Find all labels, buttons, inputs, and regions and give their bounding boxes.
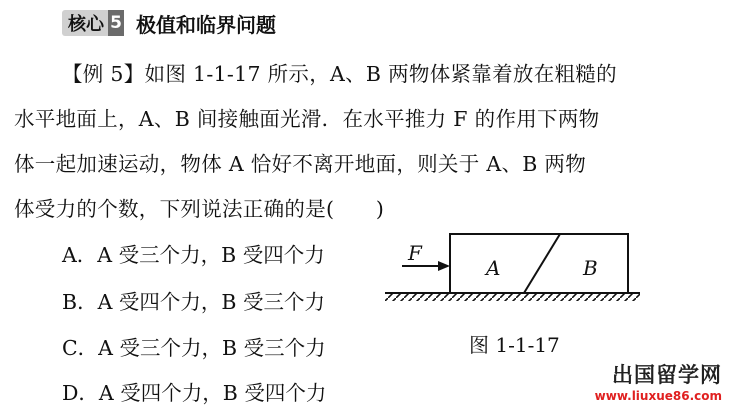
option-b: B．A 受四个力，B 受三个力 <box>62 290 325 314</box>
option-c: C．A 受三个力，B 受三个力 <box>62 336 326 360</box>
question-line-3: 体一起加速运动，物体 A 恰好不离开地面，则关于 A、B 两物 <box>14 152 587 176</box>
section-title: 极值和临界问题 <box>136 12 276 37</box>
force-arrow-head <box>438 261 450 271</box>
force-label: F <box>408 241 422 265</box>
question-line-2: 水平地面上，A、B 间接触面光滑．在水平推力 F 的作用下两物 <box>14 107 600 131</box>
watermark-site-name: 出国留学网 <box>612 363 722 387</box>
question-line-4: 体受力的个数，下列说法正确的是( ) <box>14 197 385 221</box>
option-a: A．A 受三个力，B 受四个力 <box>62 243 325 267</box>
option-d: D．A 受四个力，B 受四个力 <box>62 381 327 405</box>
ground-hatching <box>385 293 640 301</box>
question-line-1: 【例 5】如图 1-1-17 所示，A、B 两物体紧靠着放在粗糙的 <box>62 62 617 86</box>
blocks-outline <box>450 234 628 293</box>
watermark <box>595 359 722 403</box>
section-tag-number: 5 <box>108 10 124 36</box>
watermark-url: www.liuxue86.com <box>594 389 722 403</box>
section-tag <box>62 10 124 36</box>
section-header <box>62 8 276 38</box>
physics-figure <box>380 226 640 306</box>
figure-caption: 图 1-1-17 <box>469 333 560 357</box>
block-a-label: A <box>486 256 501 280</box>
section-tag-label: 核心 <box>68 14 104 35</box>
block-b-label: B <box>583 256 598 280</box>
contact-surface <box>524 234 560 293</box>
